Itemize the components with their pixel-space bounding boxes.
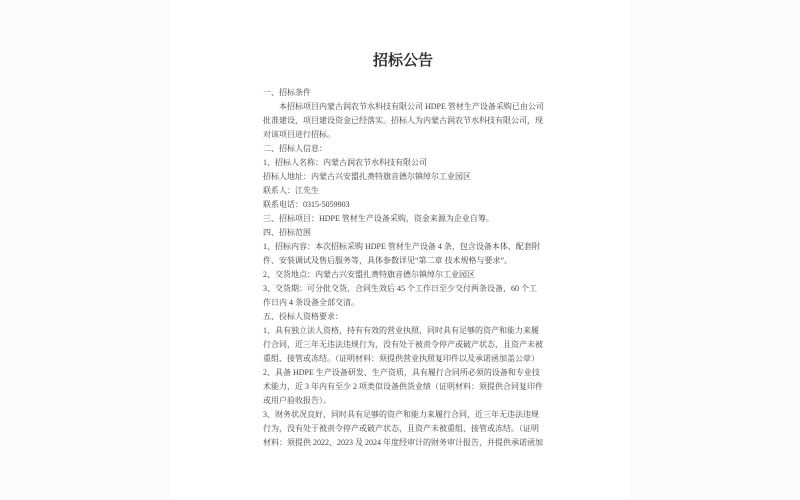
text-line: 3、交货期：可分批交货，合同生效后 45 个工作日至少交付两条设备，60 个工 (263, 284, 537, 293)
text-line: 2、具备 HDPE 生产设备研发、生产资质，具有履行合同所必须的设备和专业技 (263, 368, 540, 377)
text-line: 三、招标项目：HDPE 管材生产设备采购，资金来源为企业自筹。 (263, 214, 494, 223)
text-line: 一、招标条件 (263, 88, 311, 97)
text-line: 行合同，近三年无违法违规行为，没有处于被责令停产或破产状态，且资产未被 (263, 340, 543, 349)
text-line: 或用户验收报告）。 (263, 396, 331, 405)
text-line: 招标人地址：内蒙古兴安盟扎赉特旗音德尔镇绰尔工业园区 (263, 172, 471, 181)
text-line: 件、安装调试及售后服务等，具体参数详见“第二章 技术规格与要求”。 (263, 256, 513, 265)
text-line: 联系人：江先生 (263, 186, 319, 195)
text-line: 1、具有独立法人资格，持有有效的营业执照，同时具有足够的资产和能力来履 (263, 326, 539, 335)
text-line: 2、交货地点：内蒙古兴安盟扎赉特旗音德尔镇绰尔工业园区 (263, 270, 475, 279)
text-line: 3、财务状况良好，同时具有足够的资产和能力来履行合同，近三年无违法违规 (263, 410, 539, 419)
document-body (263, 86, 559, 450)
text-line: 术能力，近 3 年内有至少 2 项类似设备供货业绩（证明材料：须提供合同复印件 (263, 382, 543, 391)
document-title: 招标公告 (372, 53, 433, 69)
text-line: 二、招标人信息： (263, 144, 327, 153)
text-line: 1、招标内容：本次招标采购 HDPE 管材生产设备 4 条，包含设备本体、配套附 (263, 242, 540, 251)
text-line: 作日内 4 条设备全部交清。 (263, 298, 359, 307)
text-line: 材料：须提供 2022、2023 及 2024 年度经审计的财务审计报告，并提供承诺函加 (263, 438, 543, 447)
text-line: 本招标项目内蒙古润农节水科技有限公司 HDPE 管材生产设备采购已由公司 (263, 102, 544, 111)
text-line: 联系电话：0315-5059903 (263, 200, 350, 209)
text-line: 四、招标范围 (263, 228, 311, 237)
text-line: 行为，没有处于被责令停产或破产状态，且资产未被重组、接管或冻结。（证明 (263, 424, 539, 433)
text-line: 批准建设，项目建设资金已经落实。招标人为内蒙古润农节水科技有限公司，现 (263, 116, 543, 125)
text-line: 1、招标人名称：内蒙古润农节水科技有限公司 (263, 158, 427, 167)
text-line: 重组、接管或冻结。（证明材料：须提供营业执照复印件以及承诺函加盖公章） (263, 354, 539, 363)
text-line: 五、投标人资格要求： (263, 312, 343, 321)
text-line: 对该项目进行招标。 (263, 130, 335, 139)
